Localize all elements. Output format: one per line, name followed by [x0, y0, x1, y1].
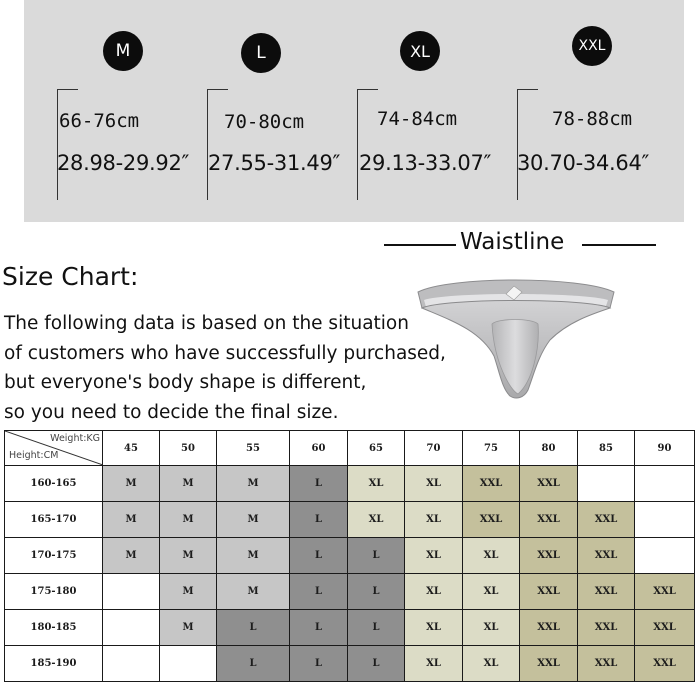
size-cell: L	[217, 610, 290, 646]
size-cell: L	[217, 646, 290, 682]
size-cell	[160, 646, 217, 682]
bracket-mark	[517, 89, 538, 200]
corner-height-label: Height:CM	[9, 450, 59, 461]
bracket-mark	[207, 89, 228, 200]
waist-inch-xl: 29.13-33.07″	[359, 151, 492, 175]
size-cell	[103, 574, 160, 610]
height-range-cell: 170-175	[5, 538, 103, 574]
waist-cm-xl: 74-84cm	[377, 108, 458, 130]
weight-header: 90	[635, 431, 695, 466]
weight-header: 75	[463, 431, 520, 466]
table-corner	[5, 431, 103, 466]
table-row	[5, 574, 695, 610]
size-cell	[635, 502, 695, 538]
size-cell: M	[103, 538, 160, 574]
size-cell: M	[160, 610, 217, 646]
waistline-label: Waistline	[460, 229, 565, 255]
weight-header: 85	[578, 431, 635, 466]
size-cell: XXL	[520, 646, 578, 682]
size-cell: XL	[463, 538, 520, 574]
height-range-cell: 160-165	[5, 466, 103, 502]
size-cell: M	[160, 466, 217, 502]
size-cell: XL	[348, 466, 405, 502]
size-badge-xl: XL	[400, 31, 440, 71]
size-cell: XXL	[520, 466, 578, 502]
size-cell: L	[290, 538, 348, 574]
size-cell: XXL	[635, 646, 695, 682]
height-range-cell: 180-185	[5, 610, 103, 646]
size-cell: XXL	[463, 466, 520, 502]
size-cell: XXL	[463, 502, 520, 538]
weight-header: 45	[103, 431, 160, 466]
waist-inch-xxl: 30.70-34.64″	[517, 151, 650, 175]
weight-header: 65	[348, 431, 405, 466]
size-cell: L	[290, 646, 348, 682]
weight-header: 70	[405, 431, 463, 466]
size-cell: XXL	[635, 610, 695, 646]
size-chart-description	[4, 309, 446, 427]
size-cell: L	[348, 646, 405, 682]
size-cell: XL	[405, 574, 463, 610]
header-row	[5, 431, 695, 466]
size-cell: M	[103, 466, 160, 502]
waist-inch-l: 27.55-31.49″	[208, 151, 341, 175]
size-cell: L	[348, 538, 405, 574]
briefs-underwear-image	[410, 270, 620, 409]
height-range-cell: 175-180	[5, 574, 103, 610]
waist-cm-l: 70-80cm	[224, 111, 305, 133]
size-cell: XXL	[578, 646, 635, 682]
size-cell: XXL	[578, 538, 635, 574]
waist-cm-m: 66-76cm	[59, 110, 140, 132]
size-cell: XXL	[520, 574, 578, 610]
description-line: so you need to decide the final size.	[4, 401, 339, 423]
waistline-right-rule	[582, 244, 656, 246]
size-cell: M	[217, 466, 290, 502]
height-range-cell: 185-190	[5, 646, 103, 682]
size-cell	[635, 466, 695, 502]
bracket-mark	[57, 89, 78, 200]
table-row	[5, 646, 695, 682]
size-cell: M	[217, 502, 290, 538]
description-line: but everyone's body shape is different,	[4, 372, 367, 394]
size-cell: XXL	[578, 502, 635, 538]
description-line: of customers who have successfully purchased,	[4, 342, 446, 364]
size-cell: XL	[348, 502, 405, 538]
size-badge-m: M	[103, 31, 143, 71]
size-badge-l: L	[241, 33, 281, 73]
weight-header: 55	[217, 431, 290, 466]
waistline-left-rule	[384, 244, 456, 246]
size-cell	[635, 538, 695, 574]
size-cell: XXL	[635, 574, 695, 610]
weight-header: 80	[520, 431, 578, 466]
size-cell: XL	[405, 610, 463, 646]
size-chart-title: Size Chart:	[2, 262, 139, 291]
size-cell: XL	[405, 646, 463, 682]
waistline-caption	[384, 228, 656, 260]
table-row	[5, 538, 695, 574]
size-cell: XL	[405, 466, 463, 502]
table-row	[5, 610, 695, 646]
size-cell: L	[290, 502, 348, 538]
size-cell: XXL	[578, 610, 635, 646]
waist-inch-m: 28.98-29.92″	[57, 151, 190, 175]
size-cell: XXL	[520, 610, 578, 646]
size-cell	[103, 610, 160, 646]
size-cell: XXL	[578, 574, 635, 610]
bracket-mark	[357, 89, 378, 200]
size-cell	[103, 646, 160, 682]
weight-header: 60	[290, 431, 348, 466]
size-chart-table	[4, 430, 695, 682]
size-cell: M	[217, 538, 290, 574]
size-badge-xxl: XXL	[572, 26, 612, 66]
size-cell: M	[103, 502, 160, 538]
size-cell: M	[160, 574, 217, 610]
size-cell: L	[348, 574, 405, 610]
size-cell: XL	[463, 574, 520, 610]
size-cell: L	[290, 466, 348, 502]
waist-cm-xxl: 78-88cm	[552, 108, 633, 130]
size-cell: XXL	[520, 502, 578, 538]
size-cell: XL	[463, 646, 520, 682]
size-cell: XXL	[520, 538, 578, 574]
size-cell	[578, 466, 635, 502]
size-cell: M	[160, 538, 217, 574]
size-cell: XL	[405, 502, 463, 538]
size-cell: XL	[463, 610, 520, 646]
size-cell: XL	[405, 538, 463, 574]
description-line: The following data is based on the situation	[4, 313, 409, 334]
size-cell: M	[160, 502, 217, 538]
size-cell: L	[290, 610, 348, 646]
table-row	[5, 466, 695, 502]
height-range-cell: 165-170	[5, 502, 103, 538]
corner-weight-label: Weight:KG	[50, 433, 100, 444]
size-cell: L	[348, 610, 405, 646]
size-cell: L	[290, 574, 348, 610]
size-waist-panel	[24, 0, 684, 222]
weight-header: 50	[160, 431, 217, 466]
table-row	[5, 502, 695, 538]
size-cell: M	[217, 574, 290, 610]
